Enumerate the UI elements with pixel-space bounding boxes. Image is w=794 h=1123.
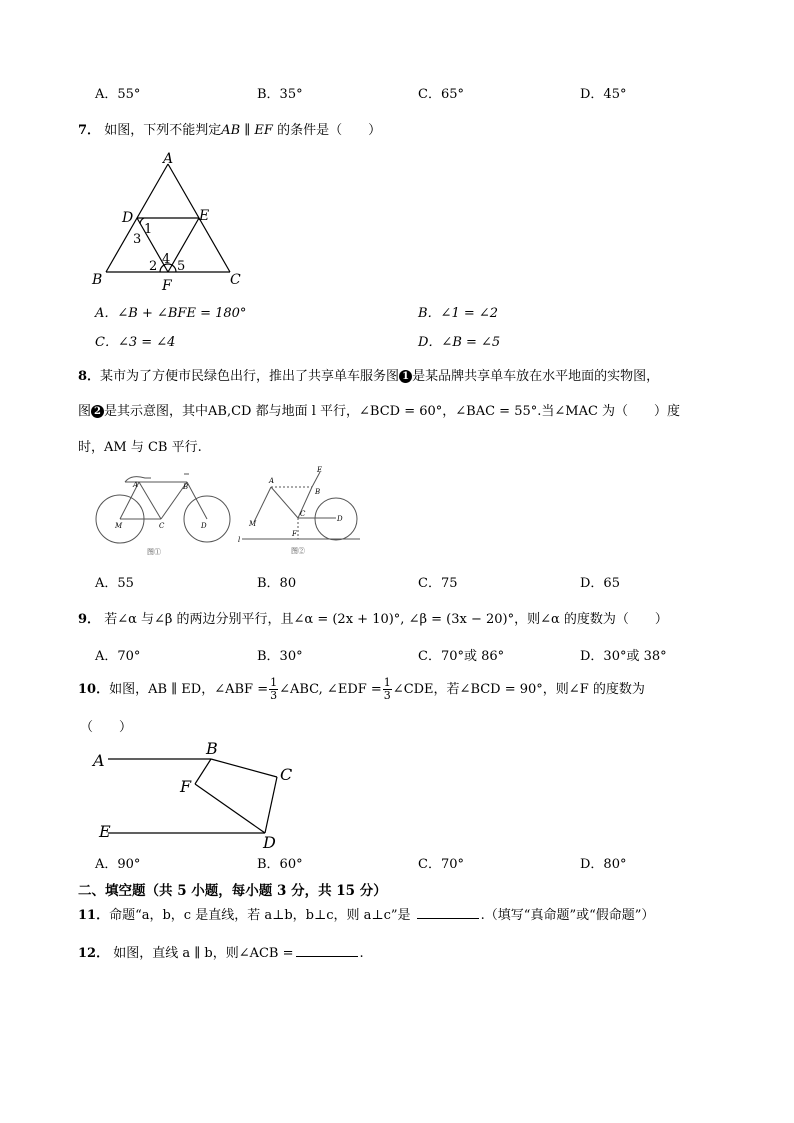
q10-frac1-den: 3 <box>270 689 278 702</box>
q10-label-f: F <box>180 777 192 796</box>
q10-figure <box>88 737 313 852</box>
q7-number: 7． <box>78 123 101 138</box>
q8-fig2-label-e: E <box>317 466 323 474</box>
q8-line2-pre: 图 <box>78 404 92 419</box>
q10-mid: ∠ABC, ∠EDF = <box>279 682 382 697</box>
q7-triangle-figure <box>88 150 258 295</box>
q8-line-3: 时，AM 与 CB 平行. <box>78 440 202 455</box>
q8-fig1-label-d: D <box>201 522 207 530</box>
q6-option-c[interactable]: C．65° <box>418 87 464 102</box>
q8-option-b[interactable]: B．80 <box>257 576 297 591</box>
q7-option-c[interactable]: C．∠3 = ∠4 <box>95 335 176 350</box>
q7-stem <box>78 119 381 138</box>
q7-angle-5: 5 <box>177 259 186 274</box>
q12-post: . <box>359 946 364 961</box>
q8-fig2-caption: 图② <box>291 547 305 555</box>
q7-angle-3: 3 <box>133 232 142 247</box>
q8-circle-2: 2 <box>91 405 104 418</box>
q9-number: 9． <box>78 612 101 627</box>
q8-fig2-label-b: B <box>315 488 321 496</box>
q11-post: .（填写“真命题”或“假命题”） <box>480 908 655 923</box>
q11-number: 11． <box>78 908 110 923</box>
q10-option-c[interactable]: C．70° <box>418 857 464 872</box>
q8-fig1-caption: 图① <box>147 548 161 556</box>
section-2-title: 二、填空题（共 5 小题，每小题 3 分，共 15 分） <box>78 883 387 899</box>
q8-line-2 <box>78 400 680 419</box>
q8-fig1-label-a: A <box>133 481 139 489</box>
q9-option-d[interactable]: D．30°或 38° <box>580 649 667 664</box>
q10-number: 10． <box>78 682 110 697</box>
q8-fig2-label-l: l <box>238 536 241 544</box>
q8-fig2-label-c: C <box>300 510 306 518</box>
q7-option-b[interactable]: B．∠1 = ∠2 <box>418 306 499 321</box>
q9-option-c[interactable]: C．70°或 86° <box>418 649 505 664</box>
q10-option-a[interactable]: A．90° <box>95 857 141 872</box>
q12-pre: 如图，直线 a ∥ b，则∠ACB = <box>113 946 294 961</box>
q6-option-a[interactable]: A．55° <box>95 87 141 102</box>
q7-stem-pre: 如图，下列不能判定 <box>104 123 222 138</box>
q8-fig1-label-m: M <box>115 522 123 530</box>
q10-label-e: E <box>99 822 111 841</box>
q11-answer-blank[interactable] <box>417 918 479 919</box>
q8-circle-1: 1 <box>399 370 412 383</box>
q10-fraction-1 <box>269 677 278 702</box>
q8-schematic-figure <box>236 462 366 558</box>
q8-number: 8． <box>78 369 101 384</box>
q8-fig2-label-f: F <box>292 530 297 538</box>
q7-label-d: D <box>122 210 134 226</box>
q7-angle-1: 1 <box>144 222 153 237</box>
q7-option-a[interactable]: A．∠B + ∠BFE = 180° <box>95 306 247 321</box>
q10-stem <box>78 677 645 702</box>
q10-fraction-2 <box>383 677 392 702</box>
q8-line1-pre: 某市为了方便市民绿色出行，推出了共享单车服务图 <box>100 369 400 384</box>
q12-answer-blank[interactable] <box>296 956 358 957</box>
q8-line2-post: 是其示意图，其中AB,CD 都与地面 l 平行，∠BCD = 60°，∠BAC = 55°.当∠MAC 为（ ）度 <box>104 404 681 419</box>
q8-option-a[interactable]: A．55 <box>95 576 134 591</box>
q6-option-d[interactable]: D．45° <box>580 87 627 102</box>
q7-stem-post: 的条件是（ ） <box>277 123 382 138</box>
q10-option-b[interactable]: B．60° <box>257 857 303 872</box>
q10-label-a: A <box>93 751 105 770</box>
q8-option-d[interactable]: D．65 <box>580 576 620 591</box>
q6-option-b[interactable]: B．35° <box>257 87 303 102</box>
q12-stem <box>78 942 364 961</box>
q7-angle-2: 2 <box>149 259 158 274</box>
q10-frac2-num: 1 <box>383 676 391 689</box>
q8-fig2-label-a: A <box>269 477 275 485</box>
q9-stem <box>78 608 668 627</box>
q8-fig2-label-d: D <box>337 515 343 523</box>
q11-pre: 命题“a，b，c 是直线，若 a⊥b，b⊥c，则 a⊥c”是 <box>109 908 411 923</box>
q9-option-a[interactable]: A．70° <box>95 649 141 664</box>
q8-fig2-label-m: M <box>249 520 257 528</box>
q8-line-1 <box>78 365 659 384</box>
q7-label-f: F <box>162 278 172 294</box>
q10-option-d[interactable]: D．80° <box>580 857 627 872</box>
q8-line1-post: 是某品牌共享单车放在水平地面的实物图， <box>412 369 660 384</box>
q7-angle-4: 4 <box>162 252 171 267</box>
q7-option-d[interactable]: D．∠B = ∠5 <box>418 335 501 350</box>
q12-number: 12． <box>78 946 110 961</box>
q8-option-c[interactable]: C．75 <box>418 576 458 591</box>
q9-stem-text: 若∠α 与∠β 的两边分别平行，且∠α = (2x + 10)°, ∠β = (3x − 20)°，则∠α 的度数为（ ） <box>104 612 668 627</box>
q10-frac2-den: 3 <box>383 689 391 702</box>
q10-post: ∠CDE，若∠BCD = 90°，则∠F 的度数为 <box>392 682 645 697</box>
q10-label-b: B <box>206 739 218 758</box>
q10-frac1-num: 1 <box>270 676 278 689</box>
q7-label-e: E <box>199 208 210 224</box>
q7-label-a: A <box>163 151 174 167</box>
q8-bicycle-figure <box>95 470 235 558</box>
q10-label-d: D <box>263 833 276 852</box>
q7-label-b: B <box>92 272 103 288</box>
q7-stem-math: AB ∥ EF <box>221 123 273 138</box>
q10-paren: （ ） <box>80 720 133 735</box>
q8-fig1-label-b: B <box>183 483 189 491</box>
q7-label-c: C <box>230 272 241 288</box>
q8-fig1-label-c: C <box>159 522 165 530</box>
q10-label-c: C <box>280 765 293 784</box>
q9-option-b[interactable]: B．30° <box>257 649 303 664</box>
q11-stem <box>78 904 654 923</box>
q10-pre: 如图，AB ∥ ED，∠ABF = <box>109 682 269 697</box>
